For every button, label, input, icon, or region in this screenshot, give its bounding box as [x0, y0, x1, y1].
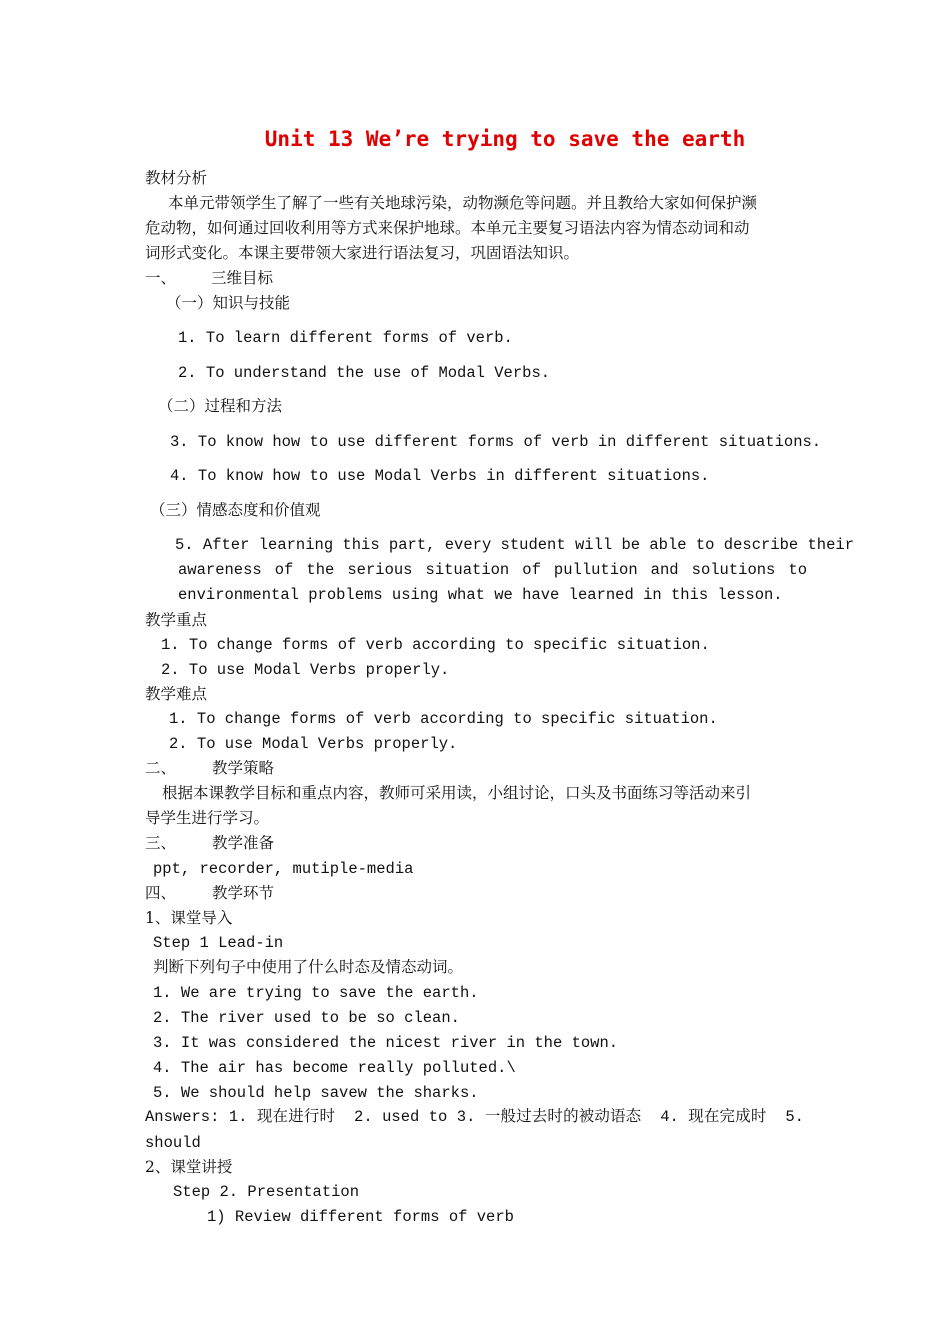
analysis-paragraph-line-2: 危动物，如何通过回收利用等方式来保护地球。本单元主要复习语法内容为情态动词和动	[145, 219, 750, 237]
difficult-points-heading: 教学难点	[145, 685, 208, 703]
step-1-label: Step 1 Lead-in	[153, 934, 284, 952]
procedure-number: 四、	[145, 884, 177, 902]
goals-subheading-process: （二）过程和方法	[158, 397, 283, 415]
procedure-part-1: 1、课堂导入	[145, 909, 233, 927]
goal-item-1: 1. To learn different forms of verb.	[178, 329, 513, 347]
goals-subheading-attitude: （三）情感态度和价值观	[150, 501, 321, 519]
preparation-number: 三、	[145, 834, 177, 852]
strategy-number: 二、	[145, 759, 177, 777]
goal-item-2: 2. To understand the use of Modal Verbs.	[178, 364, 551, 382]
difficult-point-item-1: 1. To change forms of verb according to specific situation.	[169, 710, 718, 728]
sentence-item: 4. The air has become really polluted.\	[153, 1059, 516, 1077]
analysis-paragraph-line-1: 本单元带领学生了解了一些有关地球污染，动物濒危等问题。并且教给大家如何保护濒	[168, 194, 758, 212]
sentence-item: 2. The river used to be so clean.	[153, 1009, 460, 1027]
goals-subheading-knowledge: （一）知识与技能	[166, 294, 291, 312]
procedure-part-2: 2、课堂讲授	[145, 1158, 233, 1176]
preparation-items: ppt, recorder, mutiple-media	[153, 860, 414, 878]
sentence-item: 3. It was considered the nicest river in the town.	[153, 1034, 619, 1052]
goal-item-3: 3. To know how to use different forms of verb in different situations.	[170, 433, 822, 451]
goal-item-5-line-2: awareness of the serious situation of pullution and solutions to	[178, 561, 807, 579]
strategy-paragraph-line-1: 根据本课教学目标和重点内容，教师可采用读，小组讨论，口头及书面练习等活动来引	[162, 784, 752, 802]
step-2-label: Step 2. Presentation	[173, 1183, 360, 1201]
goal-item-5-line-3: environmental problems using what we have learned in this lesson.	[178, 586, 783, 604]
goal-item-4: 4. To know how to use Modal Verbs in different situations.	[170, 467, 710, 485]
analysis-heading: 教材分析	[145, 169, 208, 187]
procedure-heading: 教学环节	[212, 884, 275, 902]
difficult-point-item-2: 2. To use Modal Verbs properly.	[169, 735, 458, 753]
key-point-item-2: 2. To use Modal Verbs properly.	[161, 661, 450, 679]
answers-line-2: should	[145, 1134, 201, 1152]
presentation-subitem-1: 1) Review different forms of verb	[207, 1208, 514, 1226]
strategy-paragraph-line-2: 导学生进行学习。	[145, 809, 270, 827]
sentence-item: 5. We should help savew the sharks.	[153, 1084, 479, 1102]
page-title: Unit 13 We’re trying to save the earth	[264, 127, 746, 151]
goals-number: 一、	[145, 269, 177, 287]
goal-item-5-line-1: 5. After learning this part, every student will be able to describe their	[175, 536, 855, 554]
preparation-heading: 教学准备	[212, 834, 275, 852]
lead-in-instruction: 判断下列句子中使用了什么时态及情态动词。	[153, 958, 464, 976]
sentence-item: 1. We are trying to save the earth.	[153, 984, 479, 1002]
answers-line-1: Answers: 1. 现在进行时 2. used to 3. 一般过去时的被动语态 4. 现在完成时 5.	[145, 1108, 804, 1126]
goals-heading: 三维目标	[211, 269, 274, 287]
key-points-heading: 教学重点	[145, 611, 208, 629]
analysis-paragraph-line-3: 词形式变化。本课主要带领大家进行语法复习，巩固语法知识。	[145, 244, 580, 262]
strategy-heading: 教学策略	[212, 759, 275, 777]
key-point-item-1: 1. To change forms of verb according to specific situation.	[161, 636, 710, 654]
